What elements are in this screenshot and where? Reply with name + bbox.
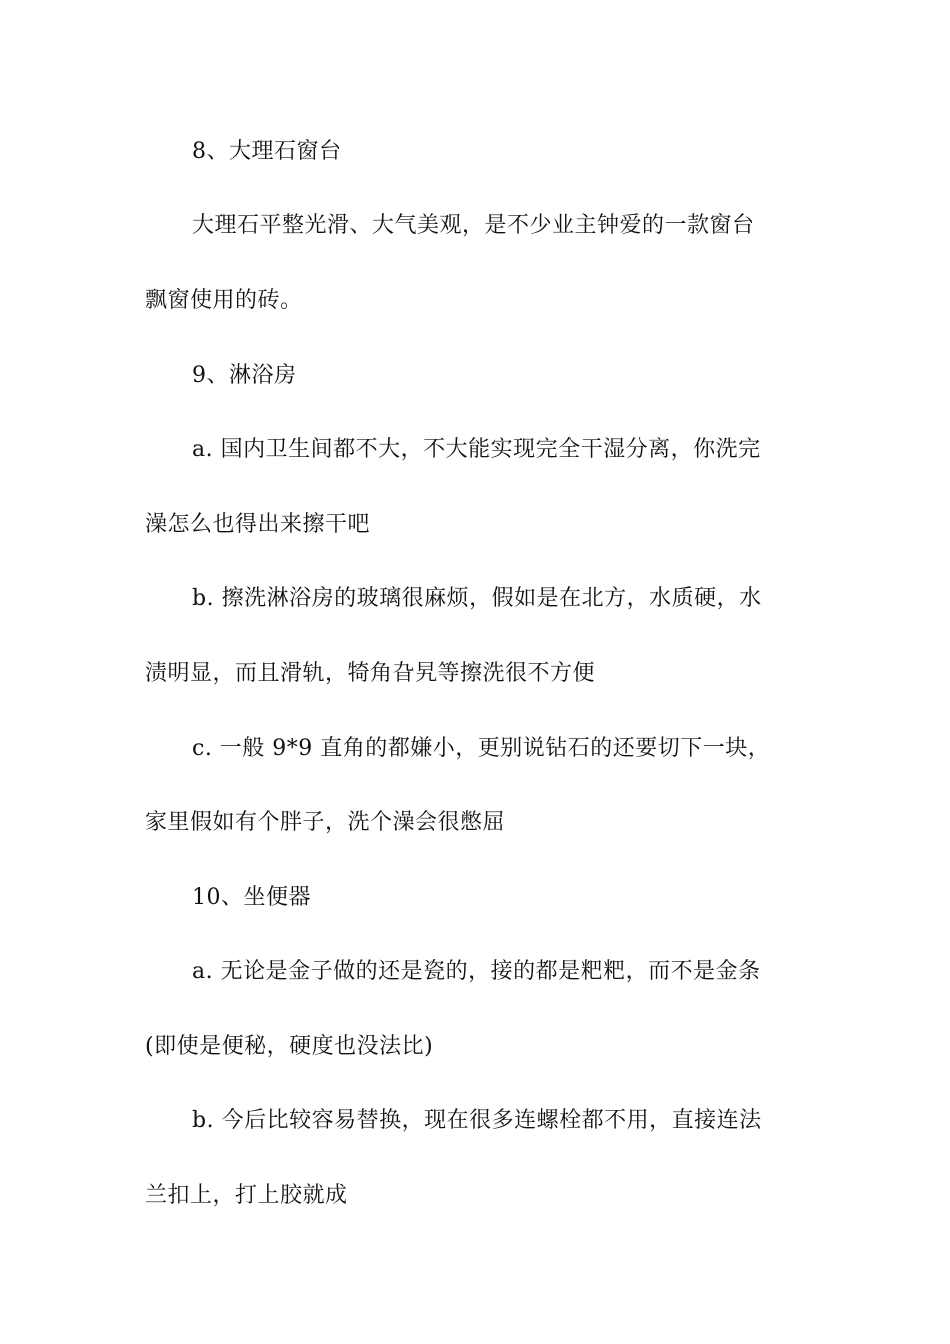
- paragraph-line: 兰扣上，打上胶就成: [145, 1183, 348, 1208]
- list-item-b: b. 今后比较容易替换，现在很多连螺栓都不用，直接连法: [192, 1108, 762, 1133]
- paragraph-line: 澡怎么也得出来擦干吧: [145, 512, 371, 537]
- list-item-b: b. 擦洗淋浴房的玻璃很麻烦，假如是在北方，水质硬，水: [192, 586, 762, 611]
- list-item-c: c. 一般 9*9 直角的都嫌小，更别说钻石的还要切下一块，: [192, 736, 771, 761]
- list-item-a: a. 无论是金子做的还是瓷的，接的都是粑粑，而不是金条: [192, 959, 761, 984]
- section-heading-toilet: 10、坐便器: [192, 885, 311, 910]
- section-heading-shower-room: 9、淋浴房: [192, 363, 297, 388]
- paragraph-line: (即使是便秘，硬度也没法比): [145, 1034, 434, 1059]
- paragraph-line: 飘窗使用的砖。: [145, 288, 303, 313]
- paragraph-line: 家里假如有个胖子，洗个澡会很憋屈: [145, 810, 506, 835]
- paragraph-line: 大理石平整光滑、大气美观，是不少业主钟爱的一款窗台: [192, 213, 755, 238]
- section-heading-marble-windowsill: 8、大理石窗台: [192, 139, 342, 164]
- list-item-a: a. 国内卫生间都不大，不大能实现完全干湿分离，你洗完: [192, 437, 761, 462]
- paragraph-line: 渍明显，而且滑轨，犄角旮旯等擦洗很不方便: [145, 661, 596, 686]
